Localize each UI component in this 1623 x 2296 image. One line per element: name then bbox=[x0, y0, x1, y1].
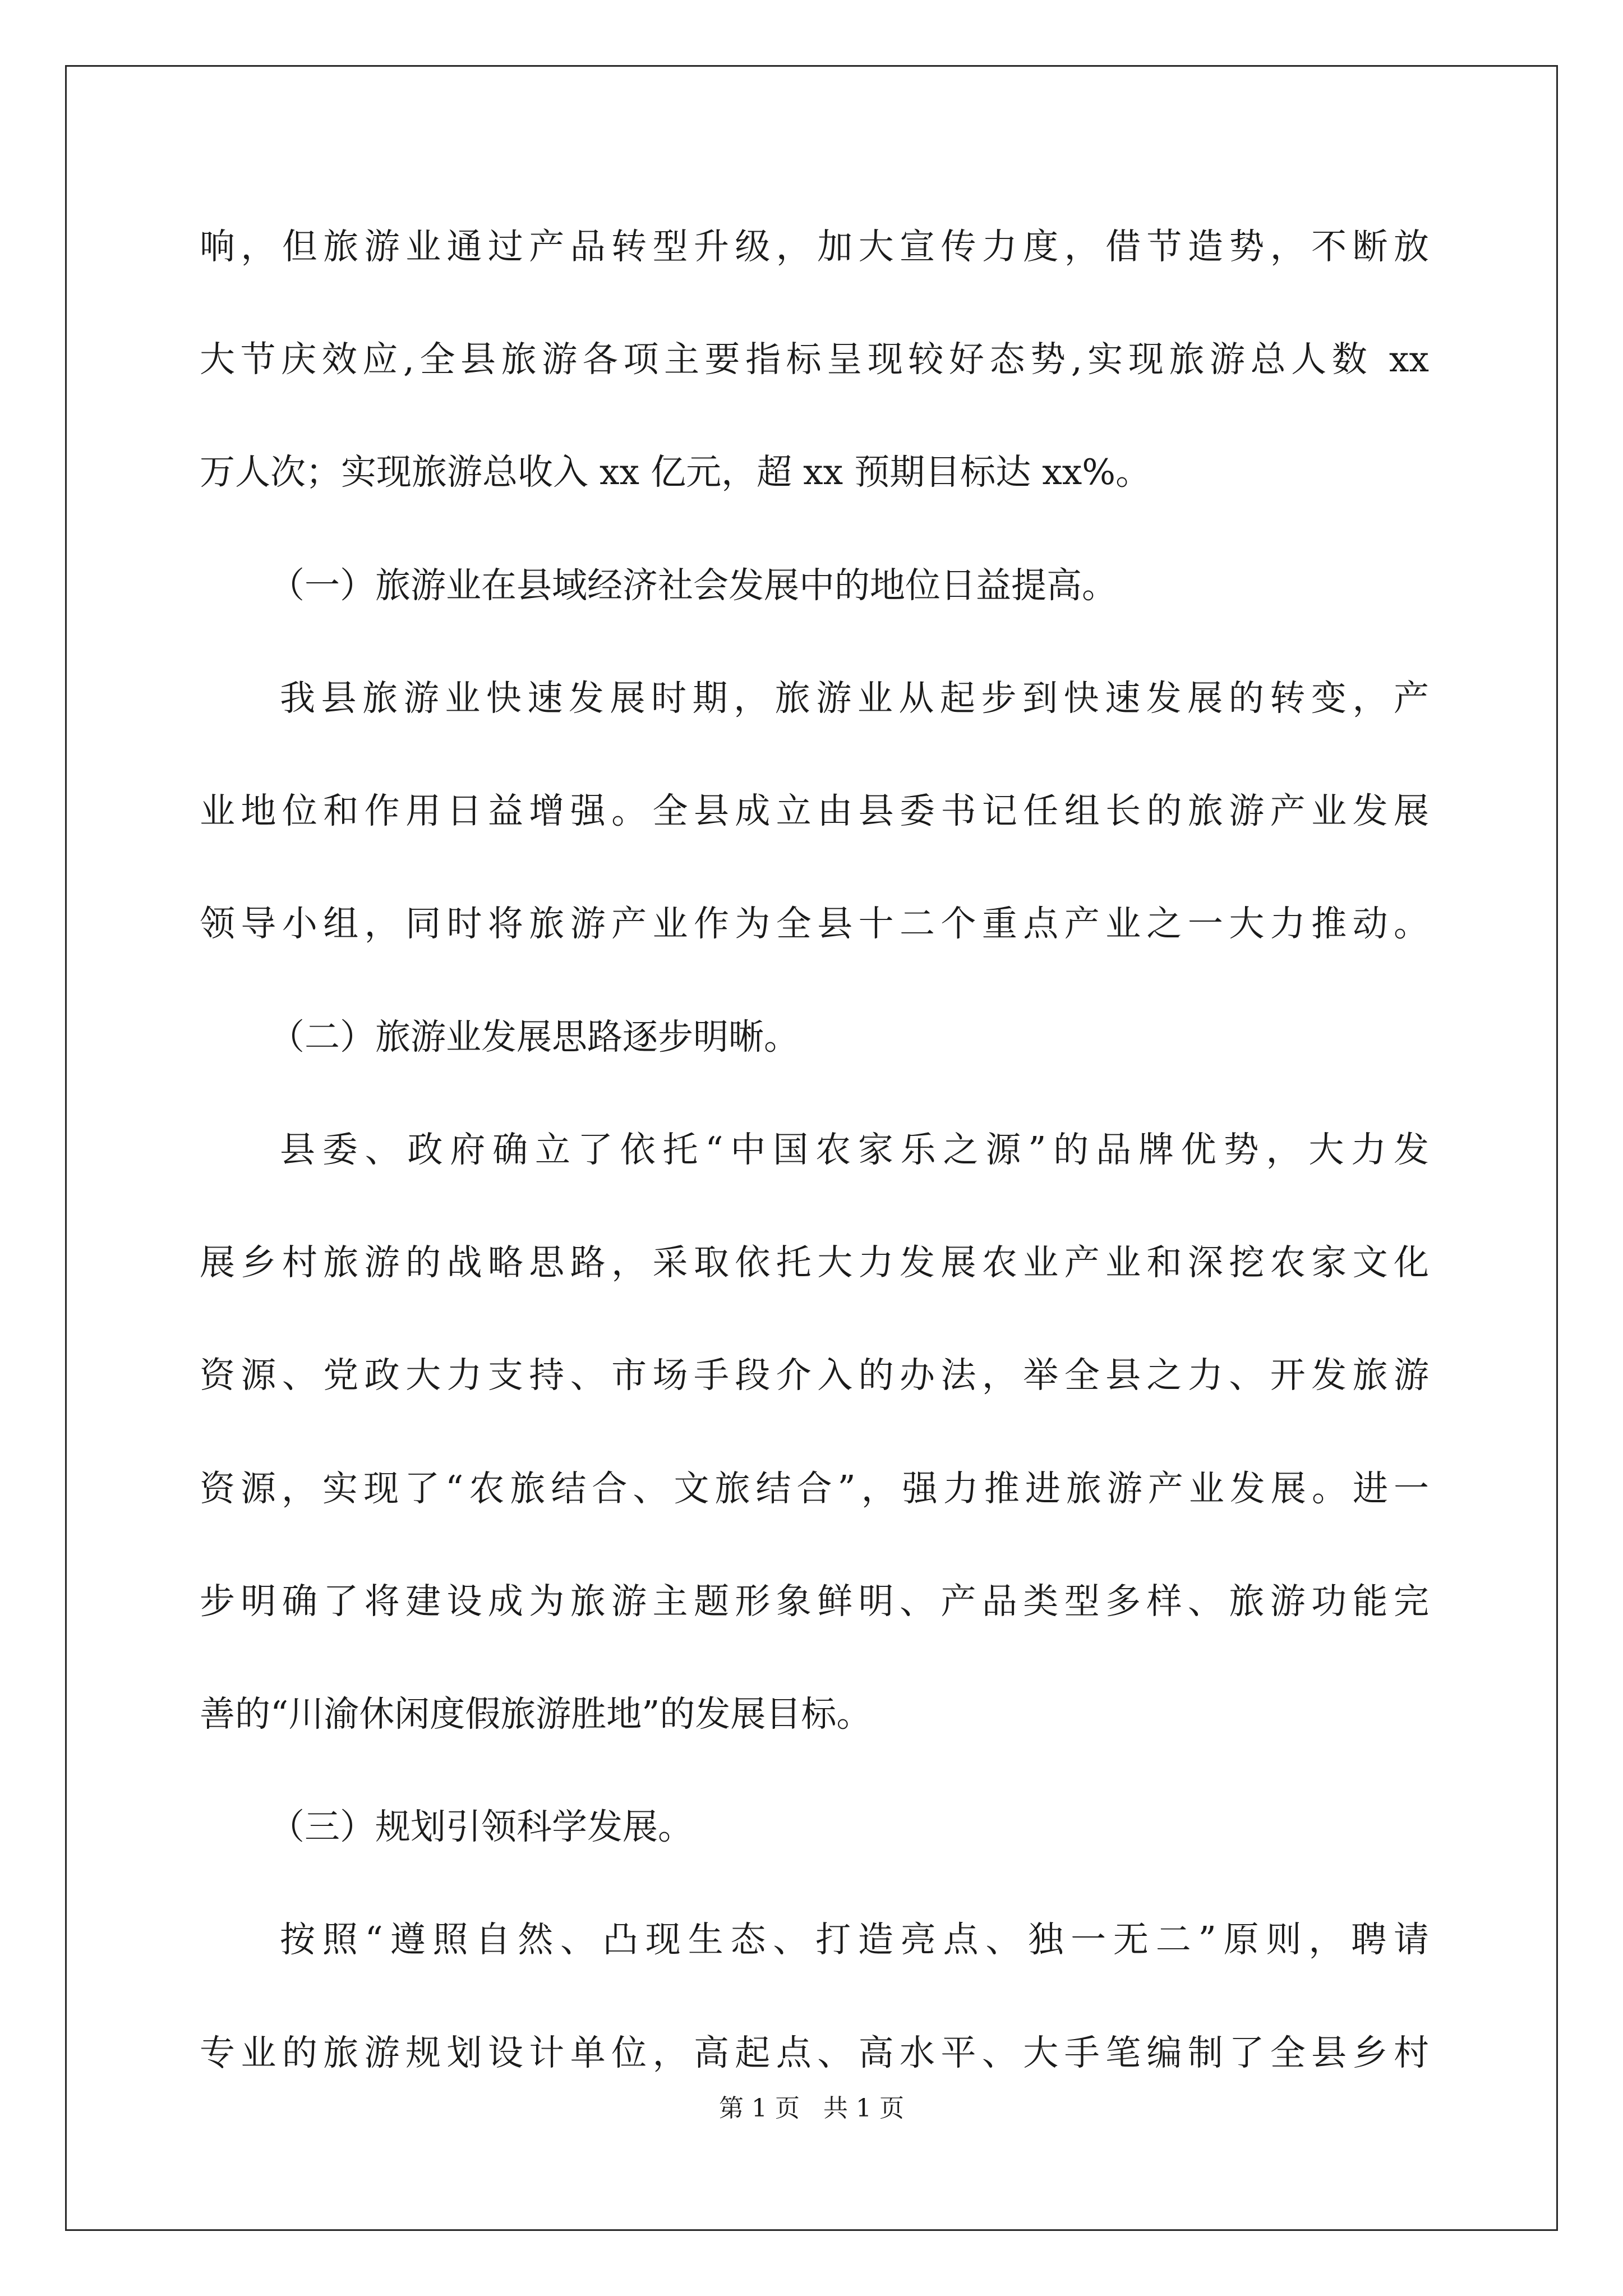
body-line: 按照“遵照自然、凸现生态、打造亮点、独一无二”原则，聘请 bbox=[280, 1919, 1429, 1960]
body-line: 步明确了将建设成为旅游主题形象鲜明、产品类型多样、旅游功能完 bbox=[200, 1581, 1429, 1622]
body-line: 领导小组，同时将旅游产业作为全县十二个重点产业之一大力推动。 bbox=[200, 903, 1429, 944]
body-line: 响，但旅游业通过产品转型升级，加大宣传力度，借节造势，不断放 bbox=[200, 226, 1429, 267]
page-number: 第 1 页 bbox=[719, 2094, 800, 2123]
body-line: 万人次；实现旅游总收入 xx 亿元，超 xx 预期目标达 xx%。 bbox=[200, 452, 1151, 493]
body-line: 我县旅游业快速发展时期，旅游业从起步到快速发展的转变，产 bbox=[280, 678, 1429, 719]
body-line: 资源、党政大力支持、市场手段介入的办法，举全县之力、开发旅游 bbox=[200, 1355, 1429, 1396]
body-line: 业地位和作用日益增强。全县成立由县委书记任组长的旅游产业发展 bbox=[200, 790, 1429, 831]
body-line: 展乡村旅游的战略思路，采取依托大力发展农业产业和深挖农家文化 bbox=[200, 1242, 1429, 1283]
section-heading-1: （一）旅游业在县域经济社会发展中的地位日益提高。 bbox=[269, 565, 1117, 606]
section-heading-3: （三）规划引领科学发展。 bbox=[269, 1806, 693, 1847]
body-line: 专业的旅游规划设计单位，高起点、高水平、大手笔编制了全县乡村 bbox=[200, 2032, 1429, 2073]
body-line: 善的“川渝休闲度假旅游胜地”的发展目标。 bbox=[200, 1694, 872, 1734]
page-footer bbox=[0, 2096, 1623, 2121]
body-line: 县委、政府确立了依托“中国农家乐之源”的品牌优势，大力发 bbox=[280, 1129, 1429, 1170]
body-line: 资源，实现了“农旅结合、文旅结合”，强力推进旅游产业发展。进一 bbox=[200, 1468, 1429, 1509]
section-heading-2: （二）旅游业发展思路逐步明晰。 bbox=[269, 1016, 799, 1057]
page-total: 共 1 页 bbox=[823, 2094, 904, 2123]
body-line: 大节庆效应,全县旅游各项主要指标呈现较好态势,实现旅游总人数 xx bbox=[200, 339, 1429, 380]
